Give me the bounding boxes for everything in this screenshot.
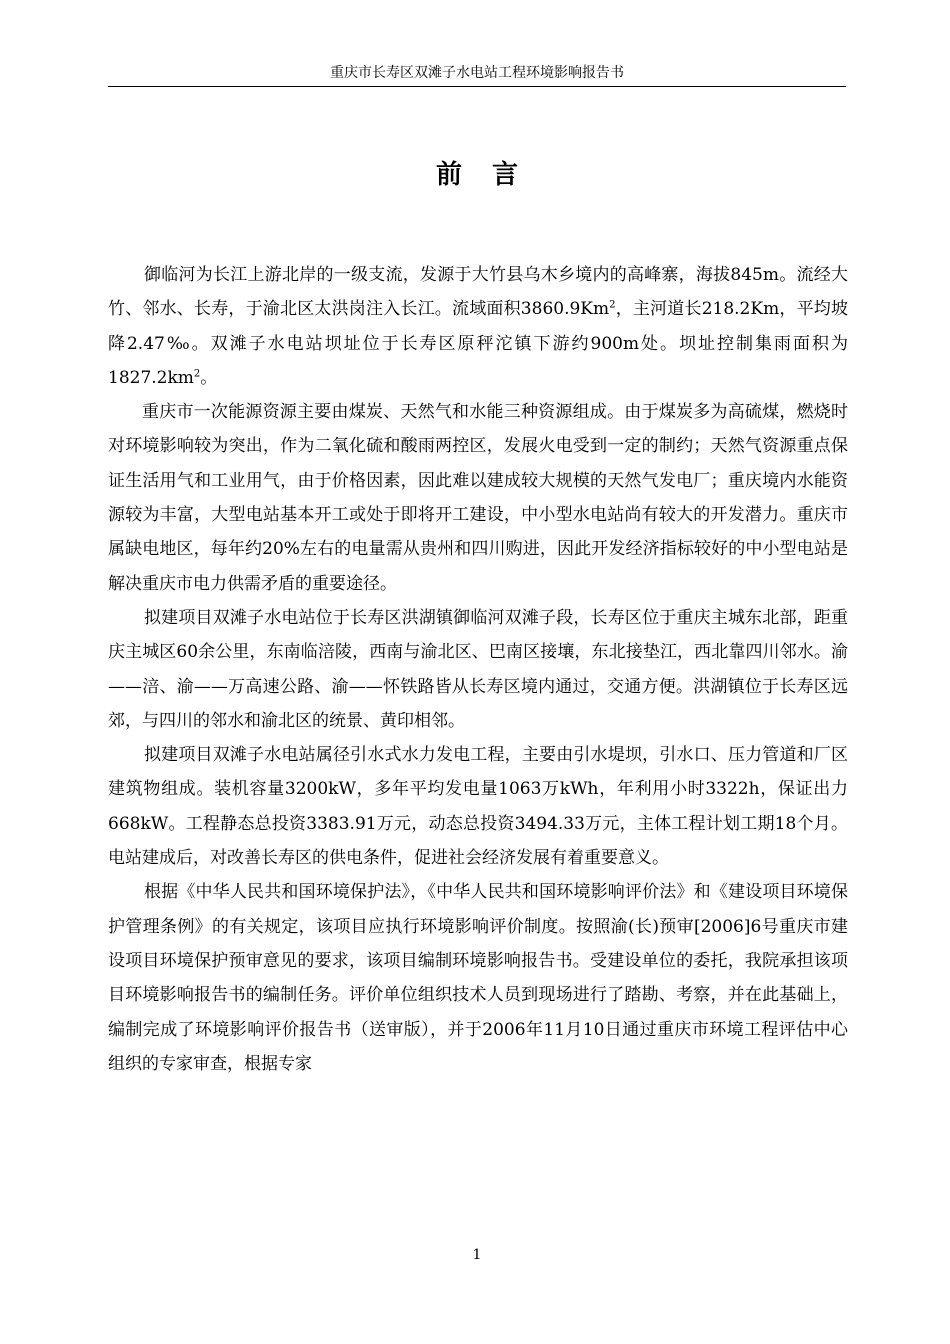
paragraph-1: [108, 258, 848, 395]
paragraph-4: 拟建项目双滩子水电站属径引水式水力发电工程，主要由引水堤坝，引水口、压力管道和厂区建筑物组成。装机容量3200kW，多年平均发电量1063万kWh，年利用小时3322h，保证出力668kW。工程静态总投资3383.91万元，动态总投资3494.33万元，主体工程计划工期18个月。电站建成后，对改善长寿区的供电条件，促进社会经济发展有着重要意义。: [108, 745, 848, 869]
paragraph-5: 根据《中华人民共和国环境保护法》，《中华人民共和国环境影响评价法》和《建设项目环境保护管理条例》的有关规定，该项目应执行环境影响评价制度。按照渝(长)预审[2006]6号重庆市建设项目环境保护预审意见的要求，该项目编制环境影响报告书。受建设单位的委托，我院承担该项目环境影响报告书的编制任务。评价单位组织技术人员到现场进行了踏勘、考察，并在此基础上，编制完成了环境影响评价报告书（送审版），并于2006年11月10日通过重庆市环境工程评估中心组织的专家审查，根据专家: [108, 882, 848, 1074]
paragraph-1-text-b: ，主河道长218.2Km，平均坡降2.47‰。双滩子水电站坝址位于长寿区原秤沱镇下游约900m处。坝址控制集雨面积为1827.2km: [108, 299, 848, 388]
paragraph-3: 拟建项目双滩子水电站位于长寿区洪湖镇御临河双滩子段，长寿区位于重庆主城东北部，距重庆主城区60余公里，东南临涪陵，西南与渝北区、巴南区接壤，东北接垫江，西北靠四川邻水。渝——涪、渝——万高速公路、渝——怀铁路皆从长寿区境内通过，交通方便。洪湖镇位于长寿区远郊，与四川的邻水和渝北区的统景、黄印相邻。: [108, 607, 848, 731]
superscript-2: 2: [193, 368, 201, 380]
paragraph-2: 重庆市一次能源资源主要由煤炭、天然气和水能三种资源组成。由于煤炭多为高硫煤，燃烧时对环境影响较为突出，作为二氧化硫和酸雨两控区，发展火电受到一定的制约；天然气资源重点保证生活用气和工业用气，由于价格因素，因此难以建成较大规模的天然气发电厂；重庆境内水能资源较为丰富，大型电站基本开工或处于即将开工建设，中小型水电站尚有较大的开发潜力。重庆市属缺电地区，每年约20%左右的电量需从贵州和四川购进，因此开发经济指标较好的中小型电站是解决重庆市电力供需矛盾的重要途径。: [108, 402, 848, 594]
document-body: [108, 258, 848, 1081]
paragraph-1-text-c: 。: [200, 367, 218, 388]
paragraph-1-text-a: 御临河为长江上游北岸的一级支流，发源于大竹县乌木乡境内的高峰寨，海拔845m。流经大竹、邻水、长寿，于渝北区太洪岗注入长江。流域面积3860.9Km: [108, 265, 848, 320]
page-number: 1: [472, 1247, 482, 1263]
page-header: 重庆市长寿区双滩子水电站工程环境影响报告书: [330, 65, 624, 81]
header-divider: [108, 86, 846, 87]
superscript-2: 2: [609, 299, 616, 311]
document-title: 前言: [435, 160, 548, 190]
